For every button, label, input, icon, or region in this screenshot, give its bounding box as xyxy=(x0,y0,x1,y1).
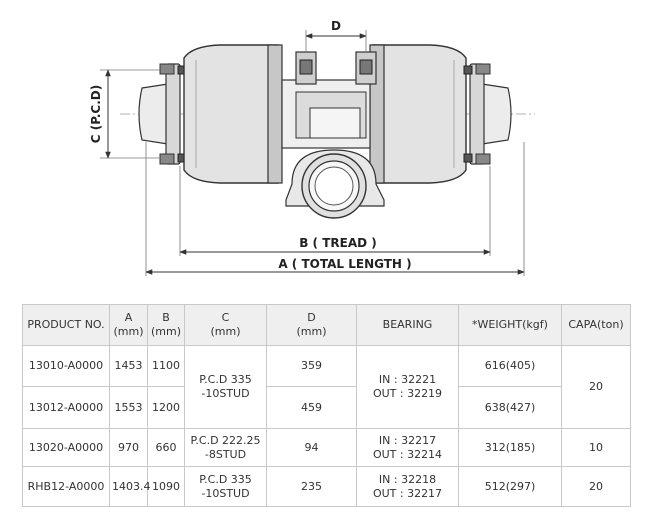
spec-table xyxy=(22,304,631,507)
cell-bearing: IN : 32217 OUT : 32214 xyxy=(357,429,459,467)
cell-b: 1200 xyxy=(148,387,185,429)
cell-weight: 512(297) xyxy=(459,467,562,507)
header-weight: *WEIGHT(kgf) xyxy=(459,305,562,346)
header-bearing: BEARING xyxy=(357,305,459,346)
right-brake-drum xyxy=(370,45,466,183)
cell-d: 459 xyxy=(267,387,357,429)
cell-c: P.C.D 222.25 -8STUD xyxy=(185,429,267,467)
table-row xyxy=(23,346,631,387)
table-row xyxy=(23,387,631,429)
right-hub xyxy=(464,64,511,164)
table-row xyxy=(23,467,631,507)
cell-d: 235 xyxy=(267,467,357,507)
cell-b: 660 xyxy=(148,429,185,467)
cell-capa: 10 xyxy=(562,429,631,467)
header-b: B (mm) xyxy=(148,305,185,346)
header-c: C (mm) xyxy=(185,305,267,346)
cell-capa: 20 xyxy=(562,467,631,507)
axle-center-body xyxy=(282,52,384,218)
cell-a: 1403.4 xyxy=(110,467,148,507)
cell-b: 1090 xyxy=(148,467,185,507)
cell-bearing: IN : 32221 OUT : 32219 xyxy=(357,346,459,429)
table-row xyxy=(23,429,631,467)
cell-weight: 638(427) xyxy=(459,387,562,429)
header-d: D (mm) xyxy=(267,305,357,346)
cell-product: 13020-A0000 xyxy=(23,429,110,467)
header-product: PRODUCT NO. xyxy=(23,305,110,346)
cell-a: 1553 xyxy=(110,387,148,429)
header-capa: CAPA(ton) xyxy=(562,305,631,346)
header-a: A (mm) xyxy=(110,305,148,346)
table-header-row xyxy=(23,305,631,346)
cell-a: 1453 xyxy=(110,346,148,387)
cell-b: 1100 xyxy=(148,346,185,387)
label-b: B ( TREAD ) xyxy=(299,236,377,250)
cell-product: RHB12-A0000 xyxy=(23,467,110,507)
cell-d: 359 xyxy=(267,346,357,387)
cell-capa: 20 xyxy=(562,346,631,429)
cell-weight: 312(185) xyxy=(459,429,562,467)
label-c: C (P.C.D) xyxy=(89,84,103,144)
cell-weight: 616(405) xyxy=(459,346,562,387)
cell-c: P.C.D 335 -10STUD xyxy=(185,467,267,507)
cell-bearing: IN : 32218 OUT : 32217 xyxy=(357,467,459,507)
cell-product: 13010-A0000 xyxy=(23,346,110,387)
label-a: A ( TOTAL LENGTH ) xyxy=(278,257,412,271)
cell-c: P.C.D 335 -10STUD xyxy=(185,346,267,429)
cell-product: 13012-A0000 xyxy=(23,387,110,429)
cell-d: 94 xyxy=(267,429,357,467)
cell-a: 970 xyxy=(110,429,148,467)
label-d: D xyxy=(331,19,341,33)
left-brake-drum xyxy=(184,45,282,183)
